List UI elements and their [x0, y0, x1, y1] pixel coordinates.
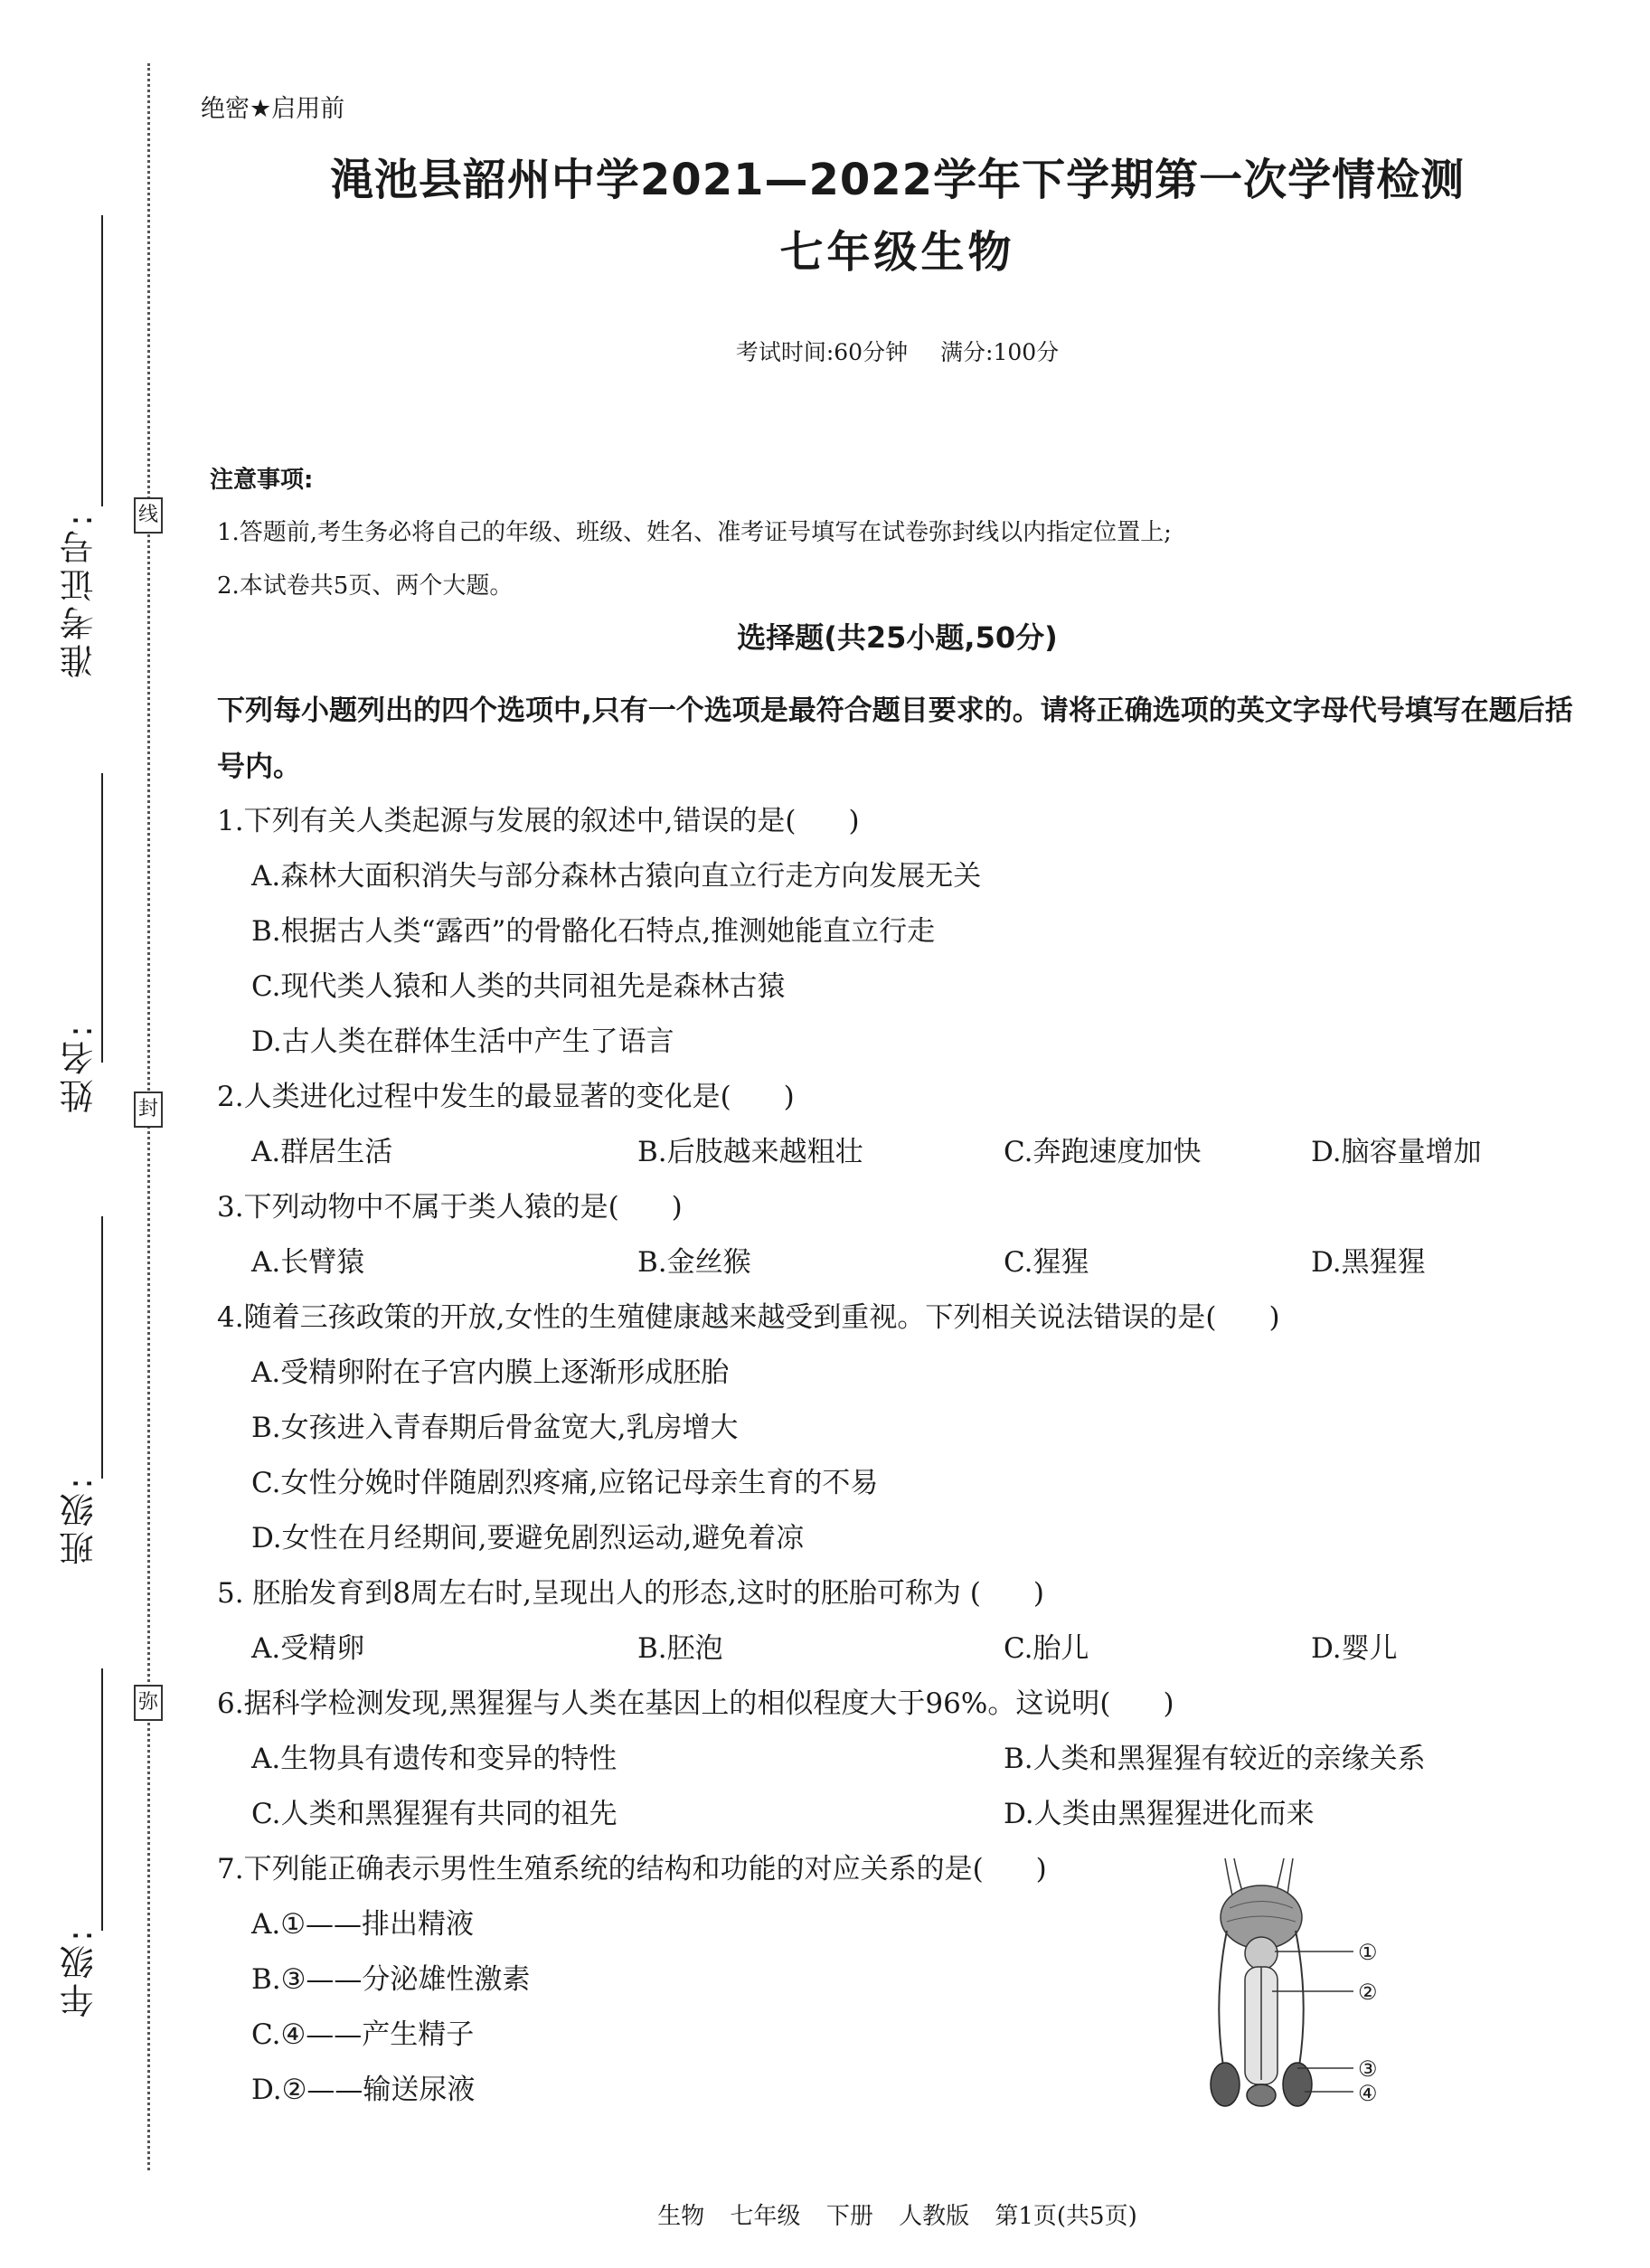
- q1-option-b: B.根据古人类“露西”的骨骼化石特点,推测她能直立行走: [251, 915, 936, 948]
- full-score: 满分:100分: [940, 339, 1060, 365]
- exam-title: 渑池县韶州中学2021—2022学年下学期第一次学情检测: [329, 155, 1466, 205]
- notice-heading: 注意事项:: [210, 467, 314, 494]
- exam-meta: [181, 335, 1614, 367]
- seal-char-mi: 弥: [134, 1685, 163, 1721]
- section-instruction: 下列每小题列出的四个选项中,只有一个选项是最符合题目要求的。请将正确选项的英文字母代号填写在题后括号内。: [217, 695, 1573, 783]
- name-label: 姓名:: [60, 1022, 99, 1113]
- question-close: ): [1268, 1301, 1280, 1334]
- q5-option-a: A.受精卵: [251, 1632, 365, 1665]
- grade-label: 年级:: [60, 1926, 99, 2018]
- q1-option-d: D.古人类在群体生活中产生了语言: [251, 1025, 674, 1058]
- question-stem: 6.据科学检测发现,黑猩猩与人类在基因上的相似程度大于96%。这说明(: [217, 1687, 1111, 1720]
- class-line[interactable]: [101, 1216, 103, 1479]
- q4-option-d: D.女性在月经期间,要避免剧烈运动,避免着凉: [251, 1522, 805, 1555]
- secret-mark: 绝密★启用前: [201, 95, 345, 123]
- grade-line[interactable]: [101, 1668, 103, 1931]
- q4-option-a: A.受精卵附在子宫内膜上逐渐形成胚胎: [251, 1356, 730, 1389]
- question-stem: 7.下列能正确表示男性生殖系统的结构和功能的对应关系的是(: [217, 1853, 984, 1885]
- question-stem: 2.人类进化过程中发生的最显著的变化是(: [217, 1081, 731, 1113]
- exam-number-label: 准考证号:: [60, 511, 99, 678]
- q7-option-d: D.②——输送尿液: [251, 2074, 476, 2106]
- seal-char-xian: 线: [134, 497, 163, 534]
- footer-page: 第1页(共5页): [995, 2203, 1137, 2230]
- footer-grade: 七年级: [730, 2203, 801, 2230]
- section-title: 选择题(共25小题,50分): [737, 620, 1058, 655]
- class-label: 班级:: [60, 1474, 99, 1565]
- q4-option-c: C.女性分娩时伴随剧烈疼痛,应铭记母亲生育的不易: [251, 1467, 879, 1499]
- q6-option-b: B.人类和黑猩猩有较近的亲缘关系: [1004, 1743, 1426, 1775]
- question-stem: 3.下列动物中不属于类人猿的是(: [217, 1191, 619, 1224]
- q1-option-c: C.现代类人猿和人类的共同祖先是森林古猿: [251, 970, 786, 1003]
- notice-item-1: 1.答题前,考生务必将自己的年级、班级、姓名、准考证号填写在试卷弥封线以内指定位置上;: [217, 519, 1172, 546]
- q7-option-b: B.③——分泌雄性激素: [251, 1963, 531, 1996]
- q2-option-d: D.脑容量增加: [1311, 1136, 1482, 1168]
- exam-subtitle: 七年级生物: [779, 227, 1015, 278]
- q6-option-c: C.人类和黑猩猩有共同的祖先: [251, 1798, 618, 1830]
- footer-volume: 下册: [825, 2203, 873, 2230]
- question-close: ): [1163, 1687, 1174, 1720]
- question-3: [217, 1184, 683, 1224]
- figure-label-2: ②: [1358, 1980, 1378, 2005]
- q4-option-b: B.女孩进入青春期后骨盆宽大,乳房增大: [251, 1412, 739, 1444]
- q6-option-a: A.生物具有遗传和变异的特性: [251, 1743, 618, 1775]
- binding-margin: [0, 0, 181, 2268]
- q7-option-c: C.④——产生精子: [251, 2018, 475, 2051]
- question-close: ): [1032, 1577, 1044, 1610]
- q3-option-c: C.猩猩: [1004, 1246, 1089, 1279]
- question-5: [217, 1570, 1044, 1611]
- question-stem: 4.随着三孩政策的开放,女性的生殖健康越来越受到重视。下列相关说法错误的是(: [217, 1301, 1217, 1334]
- figure-label-4: ④: [1358, 2081, 1378, 2106]
- question-6: [217, 1680, 1174, 1721]
- page-footer: [181, 2197, 1614, 2231]
- q3-option-b: B.金丝猴: [637, 1246, 751, 1279]
- q2-option-a: A.群居生活: [251, 1136, 393, 1168]
- name-line[interactable]: [101, 773, 103, 1063]
- q3-option-a: A.长臂猿: [251, 1246, 365, 1279]
- question-1: [217, 798, 860, 838]
- footer-subject: 生物: [657, 2203, 705, 2230]
- q1-option-a: A.森林大面积消失与部分森林古猿向直立行走方向发展无关: [251, 860, 982, 893]
- seal-char-feng: 封: [134, 1091, 163, 1128]
- figure-label-1: ①: [1358, 1940, 1378, 1965]
- figure-label-3: ③: [1358, 2056, 1378, 2082]
- q5-option-b: B.胚泡: [637, 1632, 723, 1665]
- question-stem: 1.下列有关人类起源与发展的叙述中,错误的是(: [217, 805, 797, 837]
- q5-option-c: C.胎儿: [1004, 1632, 1089, 1665]
- question-close: ): [1035, 1853, 1047, 1885]
- question-stem: 5. 胚胎发育到8周左右时,呈现出人的形态,这时的胚胎可称为 (: [217, 1577, 981, 1610]
- exam-time: 考试时间:60分钟: [735, 339, 909, 365]
- q2-option-b: B.后肢越来越粗壮: [637, 1136, 863, 1168]
- question-4: [217, 1294, 1280, 1335]
- question-7: [217, 1846, 1047, 1886]
- q3-option-d: D.黑猩猩: [1311, 1246, 1426, 1279]
- q5-option-d: D.婴儿: [1311, 1632, 1398, 1665]
- testis-left: [1211, 2063, 1240, 2106]
- q6-option-d: D.人类由黑猩猩进化而来: [1004, 1798, 1315, 1830]
- prostate-shape: [1245, 1937, 1278, 1970]
- q2-option-c: C.奔跑速度加快: [1004, 1136, 1202, 1168]
- notice-item-2: 2.本试卷共5页、两个大题。: [217, 572, 514, 600]
- question-close: ): [783, 1081, 795, 1113]
- testis-right: [1283, 2063, 1312, 2106]
- exam-number-line[interactable]: [101, 215, 103, 506]
- question-2: [217, 1073, 795, 1114]
- male-reproductive-system-diagram: [1207, 1858, 1424, 2121]
- q7-option-a: A.①——排出精液: [251, 1908, 475, 1941]
- question-close: ): [848, 805, 860, 837]
- question-close: ): [671, 1191, 683, 1224]
- footer-edition: 人教版: [899, 2203, 970, 2230]
